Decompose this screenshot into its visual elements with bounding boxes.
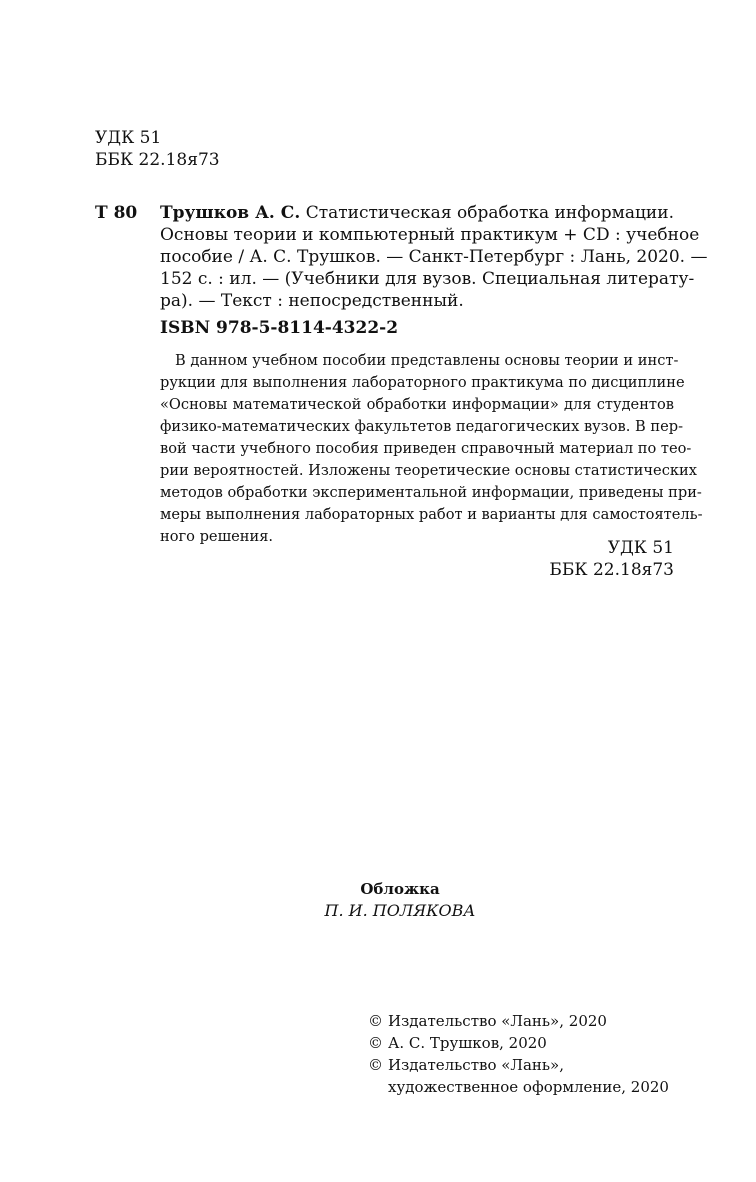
bbk-code: ББК 22.18я73 (549, 560, 674, 580)
annotation-line: рукции для выполнения лабораторного практикума по дисциплине (160, 374, 685, 391)
copyright-block (368, 1010, 669, 1098)
annotation-line: меры выполнения лабораторных работ и варианты для самостоятель- (160, 506, 703, 523)
cover-designer: П. И. ПОЛЯКОВА (324, 901, 476, 920)
cover-credit (290, 878, 510, 922)
copyright-text: Издательство «Лань», (388, 1056, 565, 1074)
copyright-line (368, 1054, 669, 1076)
biblio-line: пособие / А. С. Трушков. — Санкт-Петербург : Лань, 2020. — (160, 247, 708, 267)
biblio-line: Основы теории и компьютерный практикум + CD : учебное (160, 225, 700, 245)
biblio-author: Трушков А. С. (160, 203, 301, 223)
annotation (160, 350, 703, 548)
udk-code: УДК 51 (607, 538, 674, 558)
copyright-text: А. С. Трушков, 2020 (388, 1034, 547, 1052)
copyright-line (368, 1032, 669, 1054)
annotation-line: вой части учебного пособия приведен справочный материал по тео- (160, 440, 692, 457)
biblio-line (160, 202, 674, 224)
copyright-icon: © (368, 1056, 383, 1074)
annotation-line: физико-математических факультетов педагогических вузов. В пер- (160, 418, 684, 435)
copyright-continuation: художественное оформление, 2020 (388, 1078, 669, 1096)
bibliographic-record (160, 202, 708, 312)
annotation-line: ного решения. (160, 528, 274, 545)
bbk-code: ББК 22.18я73 (95, 150, 220, 170)
author-sign: Т 80 (95, 203, 138, 223)
annotation-line: рии вероятностей. Изложены теоретические основы статистических (160, 462, 697, 479)
biblio-title: Статистическая обработка информации. (300, 203, 674, 223)
biblio-line: ра). — Текст : непосредственный. (160, 291, 464, 311)
copyright-icon: © (368, 1012, 383, 1030)
annotation-line: методов обработки экспериментальной информации, приведены при- (160, 484, 702, 501)
classification-codes-bottom (549, 537, 674, 581)
classification-codes-top (95, 127, 220, 171)
isbn: ISBN 978-5-8114-4322-2 (160, 318, 399, 338)
cover-label: Обложка (360, 880, 440, 898)
copyright-icon: © (368, 1034, 383, 1052)
biblio-line: 152 с. : ил. — (Учебники для вузов. Специальная литерату- (160, 269, 695, 289)
copyright-text: Издательство «Лань», 2020 (388, 1012, 607, 1030)
udk-code: УДК 51 (95, 128, 162, 148)
annotation-line: В данном учебном пособии представлены основы теории и инст- (175, 352, 679, 369)
annotation-line: «Основы математической обработки информации» для студентов (160, 396, 674, 413)
copyright-line (368, 1010, 669, 1032)
